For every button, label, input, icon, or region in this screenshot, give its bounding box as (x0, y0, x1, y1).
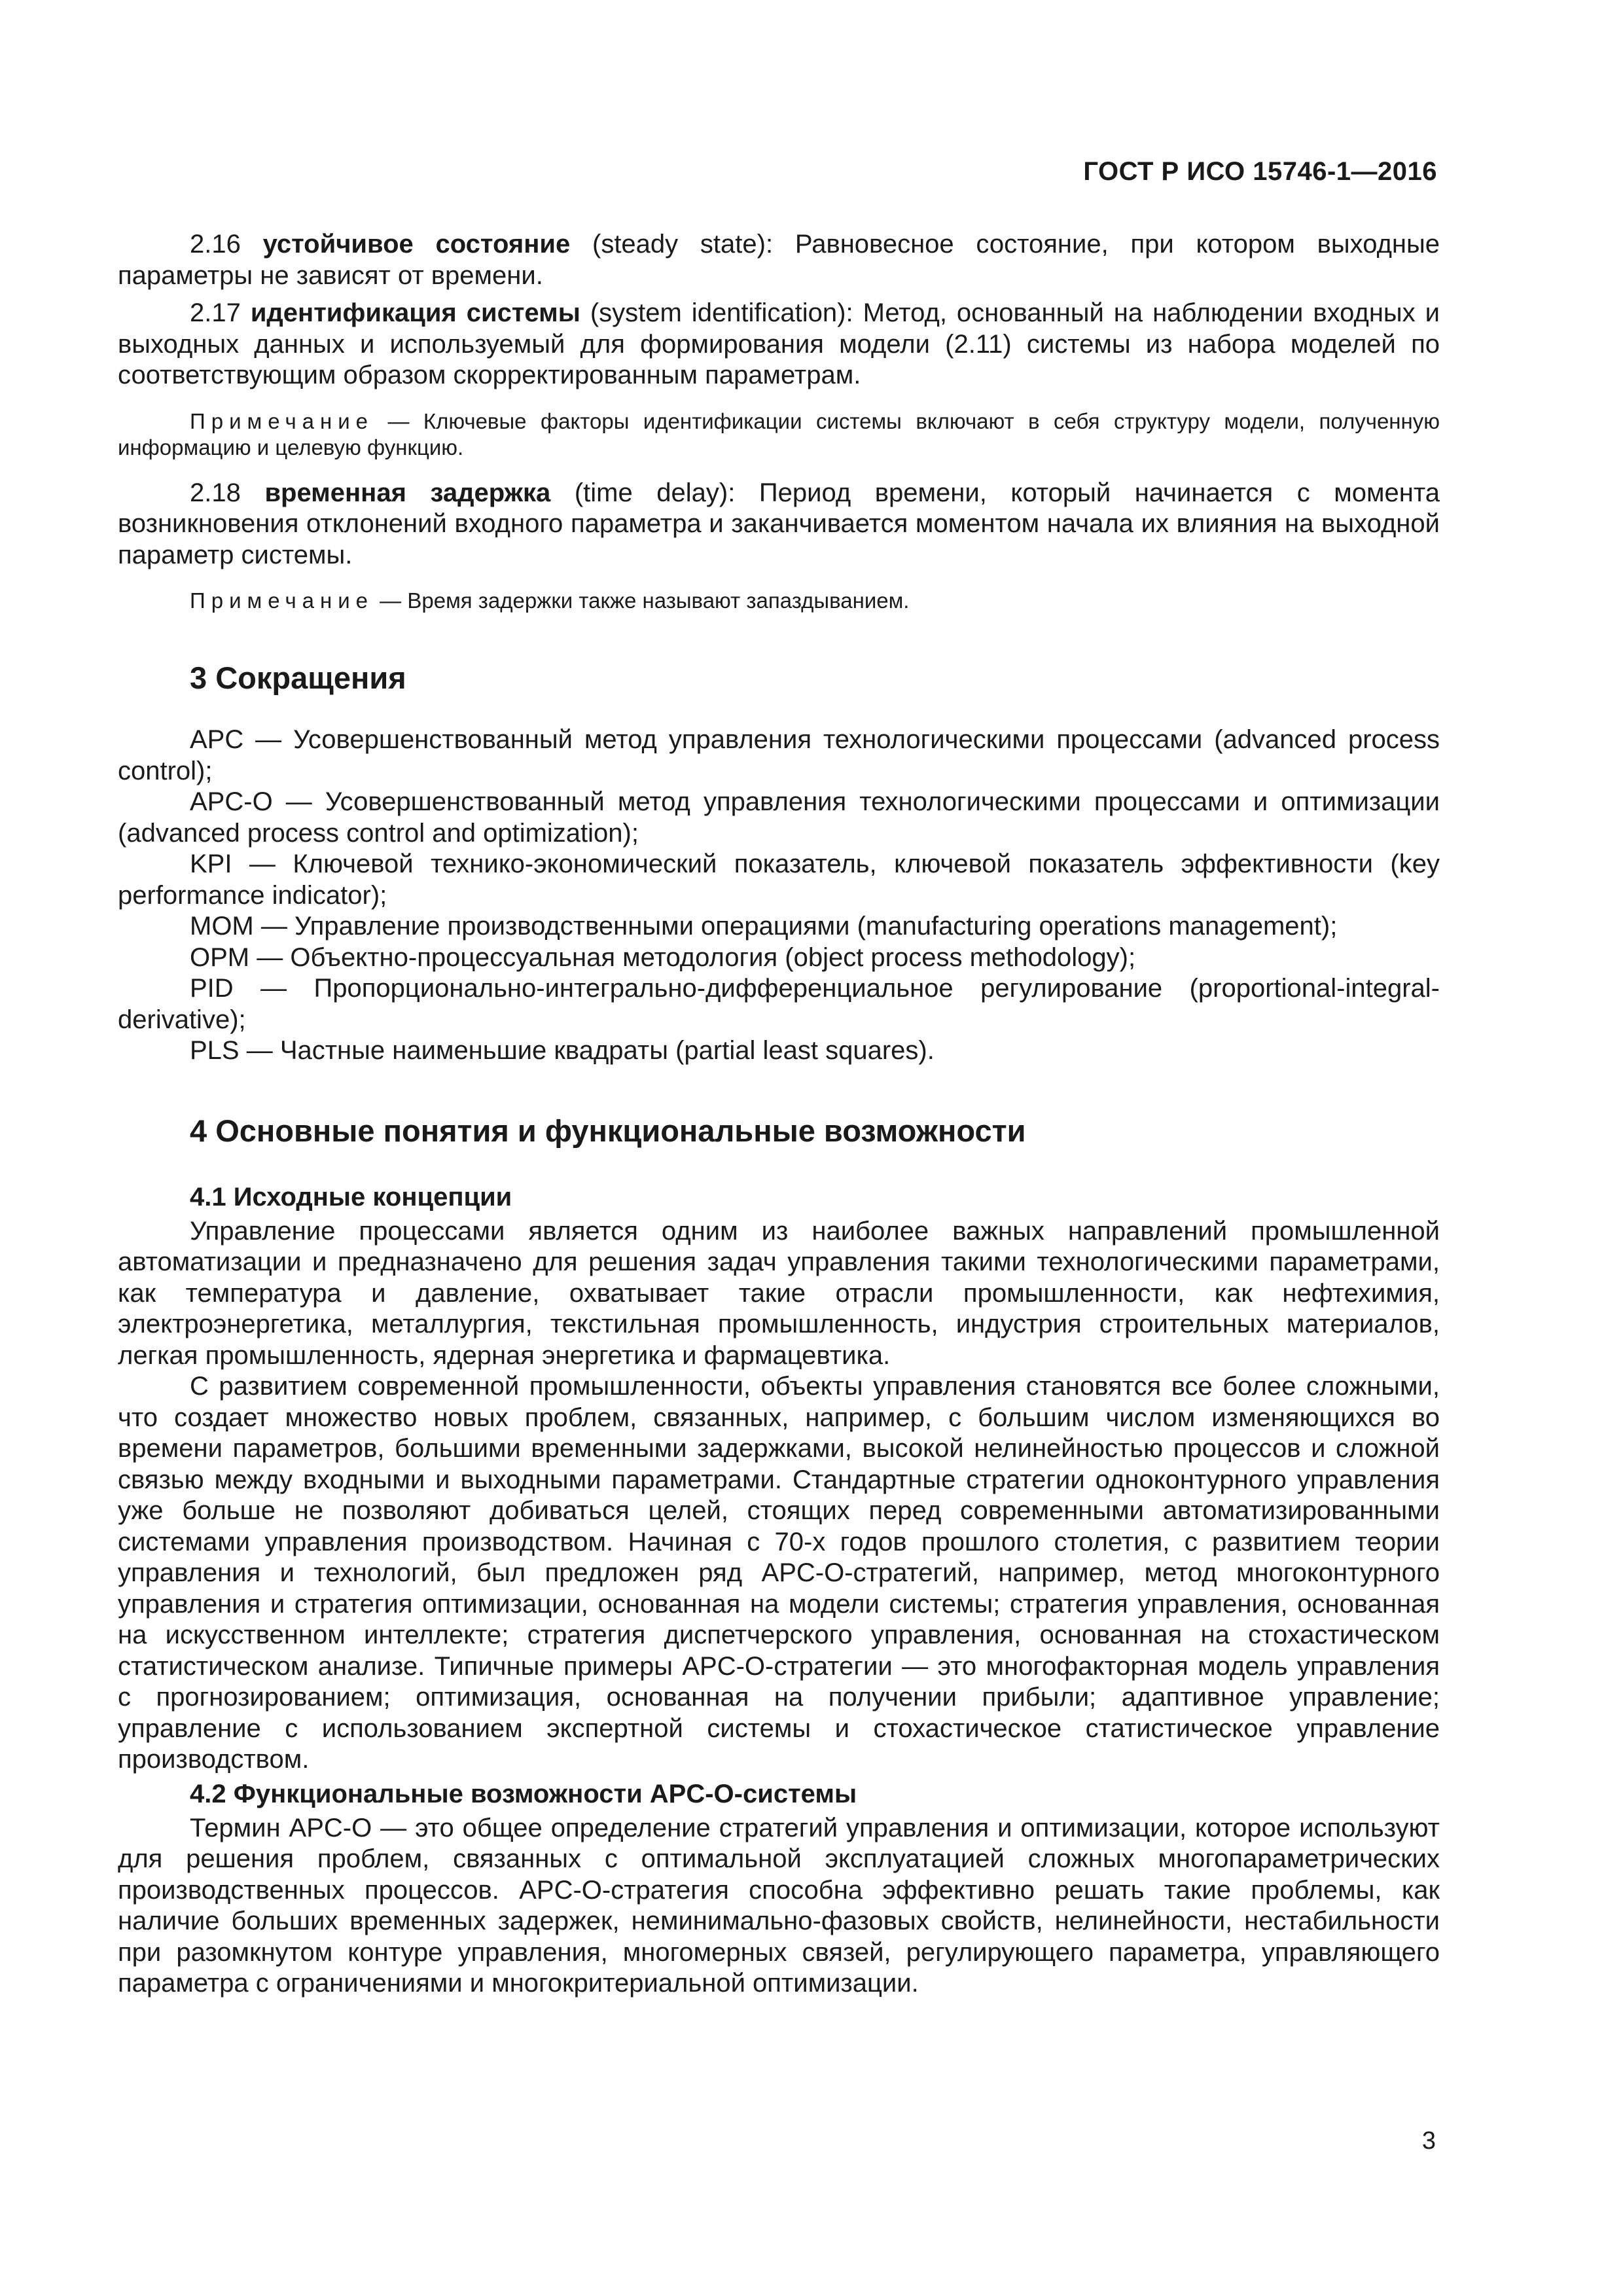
abbreviation-item: PID — Пропорционально-интегрально-дифференциальное регулирование (proportional-integral-derivative); (118, 974, 1440, 1034)
body-paragraph: Термин APC-O — это общее определение стратегий управления и оптимизации, которое используют для решения проблем, связанных с оптимальной эксплуатацией сложных многопараметрических производственных процессов. APC-O-стратегия способна эффективно решать такие проблемы, как наличие больших временных задержек, неминимально-фазовых свойств, нелинейности, нестабильности при разомкнутом контуре управления, многомерных связей, регулирующего параметра, управляющего параметра с ограничениями и многокритериальной оптимизации. (118, 1813, 1440, 1998)
note-text: — Ключевые факторы идентификации системы включают в себя структуру модели, полученную информацию и целевую функцию. (118, 408, 1440, 459)
body-paragraph: С развитием современной промышленности, объекты управления становятся все более сложными, что создает множество новых проблем, связанных, например, с большим числом изменяющихся во времени параметров, большими временными задержками, высокой нелинейностью процессов и сложной связью между входными и выходными параметрами. Стандартные стратегии одноконтурного управления уже больше не позволяют добиваться целей, стоящих перед современными автоматизированными системами управления производством. Начиная с 70-х годов прошлого столетия, с развитием теории управления и технологий, был предложен ряд APC-O-стратегий, например, метод многоконтурного управления и стратегия оптимизации, основанная на модели системы; стратегия управления, основанная на искусственном интеллекте; стратегия диспетчерского управления, основанная на стохастическом статистическом анализе. Типичные примеры APC-O-стратегии — это многофакторная модель управления с прогнозированием; оптимизация, основанная на получении прибыли; адаптивное управление; управление с использованием экспертной системы и стохастическое статистическое управление производством. (118, 1372, 1440, 1774)
standard-designation: ГОСТ Р ИСО 15746-1—2016 (1083, 157, 1437, 186)
definition-2-16 (118, 229, 1440, 291)
definition-2-18 (118, 478, 1440, 571)
abbreviation-item: OPM — Объектно-процессуальная методология (object process methodology); (190, 942, 1136, 972)
definition-number: 2.18 (190, 478, 241, 507)
subsection-4-1-heading: 4.1 Исходные концепции (190, 1182, 512, 1211)
note-2-18 (118, 588, 1440, 614)
body-paragraph: Управление процессами является одним из наиболее важных направлений промышленной автоматизации и предназначено для решения задач управления такими технологическими параметрами, как температура и давление, охватывает такие отрасли промышленности, как нефтехимия, электроэнергетика, металлургия, текстильная промышленность, индустрия строительных материалов, легкая промышленность, ядерная энергетика и фармацевтика. (118, 1216, 1440, 1370)
note-2-17 (118, 408, 1440, 461)
subsection-4-2-heading: 4.2 Функциональные возможности APC-O-системы (190, 1779, 857, 1808)
abbreviation-item: APC-O — Усовершенствованный метод управления технологическими процессами и оптимизации (advanced process control and optimization); (118, 787, 1440, 848)
definition-number: 2.16 (190, 230, 241, 259)
definition-text: (time delay): Период времени, который начинается с момента возникновения отклонений входного параметра и заканчивается моментом начала их влияния на выходной параметр системы. (118, 478, 1440, 569)
note-label: Примечание (190, 408, 374, 433)
abbreviation-item: MOM — Управление производственными операциями (manufacturing operations management); (190, 912, 1338, 941)
definition-text: (system identification): Метод, основанный на наблюдении входных и выходных данных и используемый для формирования модели (2.11) системы из набора моделей по соответствующим образом скорректированным параметрам. (118, 298, 1440, 389)
abbreviation-item: KPI — Ключевой технико-экономический показатель, ключевой показатель эффективности (key performance indicator); (118, 850, 1440, 910)
note-label: Примечание (190, 588, 374, 613)
abbreviation-item: APC — Усовершенствованный метод управления технологическими процессами (advanced process control); (118, 725, 1440, 785)
definition-text: (steady state): Равновесное состояние, при котором выходные параметры не зависят от времени. (118, 230, 1440, 290)
definition-2-17 (118, 298, 1440, 391)
definition-term: устойчивое состояние (262, 230, 571, 259)
section-4-heading: 4 Основные понятия и функциональные возможности (190, 1113, 1026, 1148)
page-content (118, 229, 1440, 2000)
note-text: — Время задержки также называют запаздыванием. (374, 588, 910, 613)
abbreviation-item: PLS — Частные наименьшие квадраты (partial least squares). (190, 1036, 935, 1065)
definition-term: временная задержка (264, 478, 551, 507)
definition-number: 2.17 (190, 298, 241, 327)
definition-term: идентификация системы (250, 298, 580, 327)
section-3-heading: 3 Сокращения (190, 660, 406, 695)
page-number: 3 (1421, 2127, 1436, 2155)
